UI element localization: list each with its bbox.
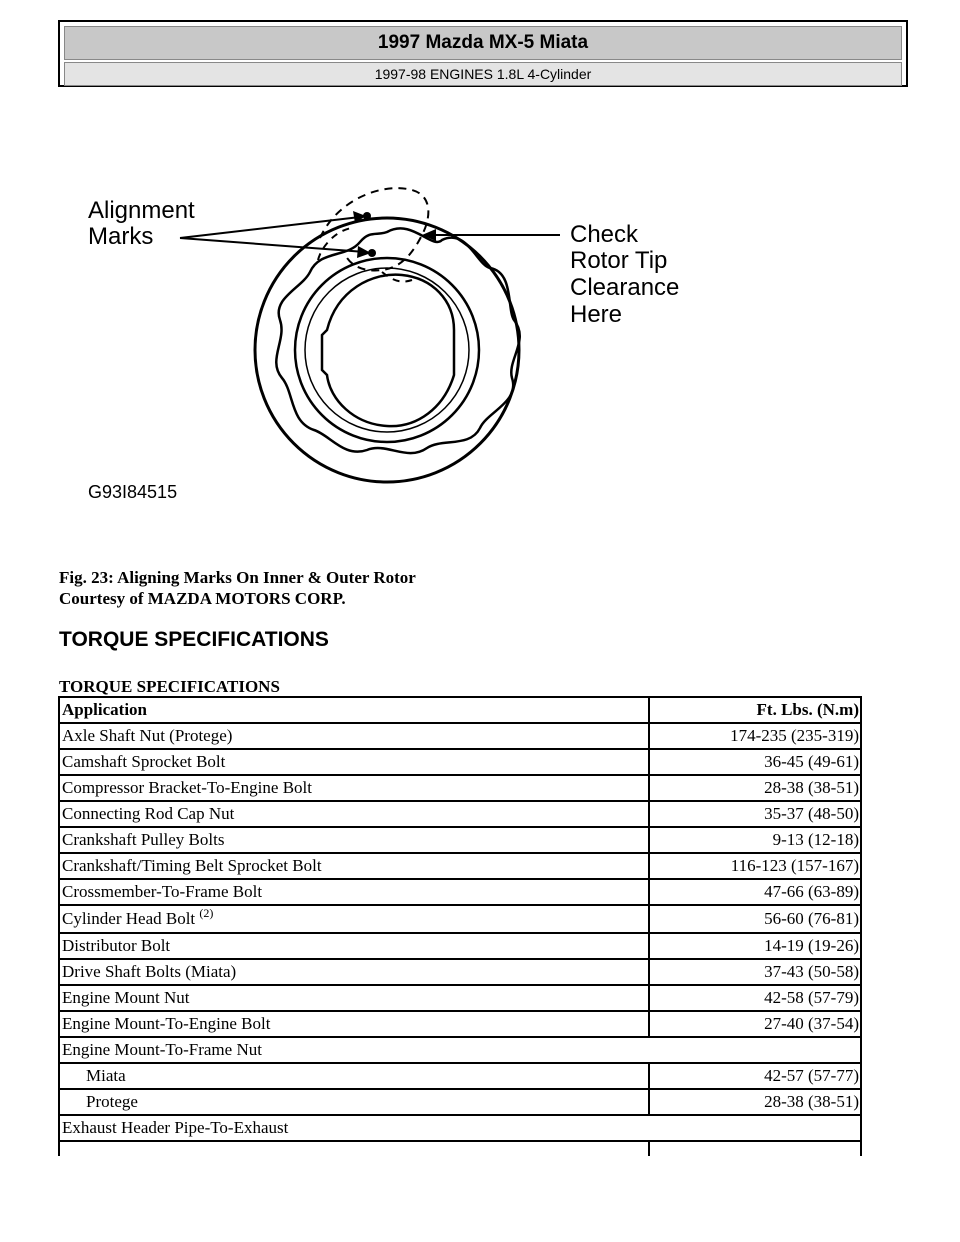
cell-torque: 56-60 (76-81) <box>764 909 859 928</box>
leader-line-1 <box>180 217 360 238</box>
cell-application: Crankshaft/Timing Belt Sprocket Bolt <box>60 854 650 878</box>
table-row <box>60 1012 860 1038</box>
figure-code: G93I84515 <box>88 482 178 502</box>
label-alignment-1: Alignment <box>88 197 195 224</box>
label-check-3: Clearance <box>570 274 680 301</box>
cell-application: Engine Mount-To-Frame Nut <box>62 1040 262 1059</box>
torque-spec-table <box>58 696 862 1156</box>
cell-torque: 14-19 (19-26) <box>764 936 859 955</box>
inner-rotor-edge <box>305 268 469 432</box>
cell-application: Crossmember-To-Frame Bolt <box>60 880 650 904</box>
cell-torque: 47-66 (63-89) <box>764 882 859 901</box>
cell-torque: 174-235 (235-319) <box>730 726 859 745</box>
table-row-partial <box>60 1142 860 1156</box>
cell-torque: 36-45 (49-61) <box>764 752 859 771</box>
outer-rotor <box>276 228 519 453</box>
cell-application: Protege <box>60 1090 650 1114</box>
cell-application: Camshaft Sprocket Bolt <box>60 750 650 774</box>
table-row <box>60 854 860 880</box>
cell-torque: 9-13 (12-18) <box>772 830 859 849</box>
table-row <box>60 960 860 986</box>
table-row <box>60 906 860 934</box>
cell-torque: 116-123 (157-167) <box>730 856 859 875</box>
table-row <box>60 986 860 1012</box>
label-check-1: Check <box>570 221 639 248</box>
cell-application-empty <box>60 1142 650 1156</box>
label-check-2: Rotor Tip <box>570 247 668 274</box>
table-row <box>60 724 860 750</box>
cell-application <box>60 906 650 932</box>
table-header-row <box>60 698 860 724</box>
cell-torque: 28-38 (38-51) <box>764 1092 859 1111</box>
cell-torque-empty <box>650 1142 860 1156</box>
caption-line-2: Courtesy of MAZDA MOTORS CORP. <box>59 589 346 608</box>
cell-torque: 42-58 (57-79) <box>764 988 859 1007</box>
cell-torque: 27-40 (37-54) <box>764 1014 859 1033</box>
leader-line-2 <box>180 238 365 252</box>
header-application: Application <box>60 698 650 722</box>
document-subtitle: 1997-98 ENGINES 1.8L 4-Cylinder <box>64 62 902 86</box>
rotor-figure <box>82 180 722 510</box>
table-row <box>60 828 860 854</box>
header-torque: Ft. Lbs. (N.m) <box>756 700 859 719</box>
table-row <box>60 880 860 906</box>
cell-application: Distributor Bolt <box>60 934 650 958</box>
figure-caption <box>59 567 416 609</box>
cell-application: Crankshaft Pulley Bolts <box>60 828 650 852</box>
footnote-ref: (2) <box>199 906 214 920</box>
cell-application: Exhaust Header Pipe-To-Exhaust <box>62 1118 289 1137</box>
cell-application: Engine Mount-To-Engine Bolt <box>60 1012 650 1036</box>
cell-torque: 42-57 (57-77) <box>764 1066 859 1085</box>
page-header <box>58 20 908 87</box>
table-row <box>60 802 860 828</box>
section-title: TORQUE SPECIFICATIONS <box>59 628 329 651</box>
label-check-4: Here <box>570 301 623 328</box>
table-row <box>60 776 860 802</box>
table-row <box>60 1090 860 1116</box>
cell-torque: 35-37 (48-50) <box>764 804 859 823</box>
rotor-diagram <box>82 180 722 510</box>
cell-application: Connecting Rod Cap Nut <box>60 802 650 826</box>
cell-application: Miata <box>60 1064 650 1088</box>
cell-application: Axle Shaft Nut (Protege) <box>60 724 650 748</box>
table-group-row <box>60 1038 860 1064</box>
cell-application: Compressor Bracket-To-Engine Bolt <box>60 776 650 800</box>
cell-torque: 28-38 (38-51) <box>764 778 859 797</box>
cell-application-text: Cylinder Head Bolt <box>62 909 196 928</box>
cell-application: Engine Mount Nut <box>60 986 650 1010</box>
table-row <box>60 1064 860 1090</box>
table-row <box>60 750 860 776</box>
label-alignment-2: Marks <box>88 223 154 250</box>
cell-torque: 37-43 (50-58) <box>764 962 859 981</box>
table-group-row <box>60 1116 860 1142</box>
caption-line-1: Fig. 23: Aligning Marks On Inner & Outer Rotor <box>59 568 416 587</box>
table-row <box>60 934 860 960</box>
cell-application: Drive Shaft Bolts (Miata) <box>60 960 650 984</box>
table-title: TORQUE SPECIFICATIONS <box>59 677 280 696</box>
arrow-head-2 <box>357 246 371 258</box>
shaft-bore <box>322 275 454 426</box>
document-title: 1997 Mazda MX-5 Miata <box>64 26 902 60</box>
